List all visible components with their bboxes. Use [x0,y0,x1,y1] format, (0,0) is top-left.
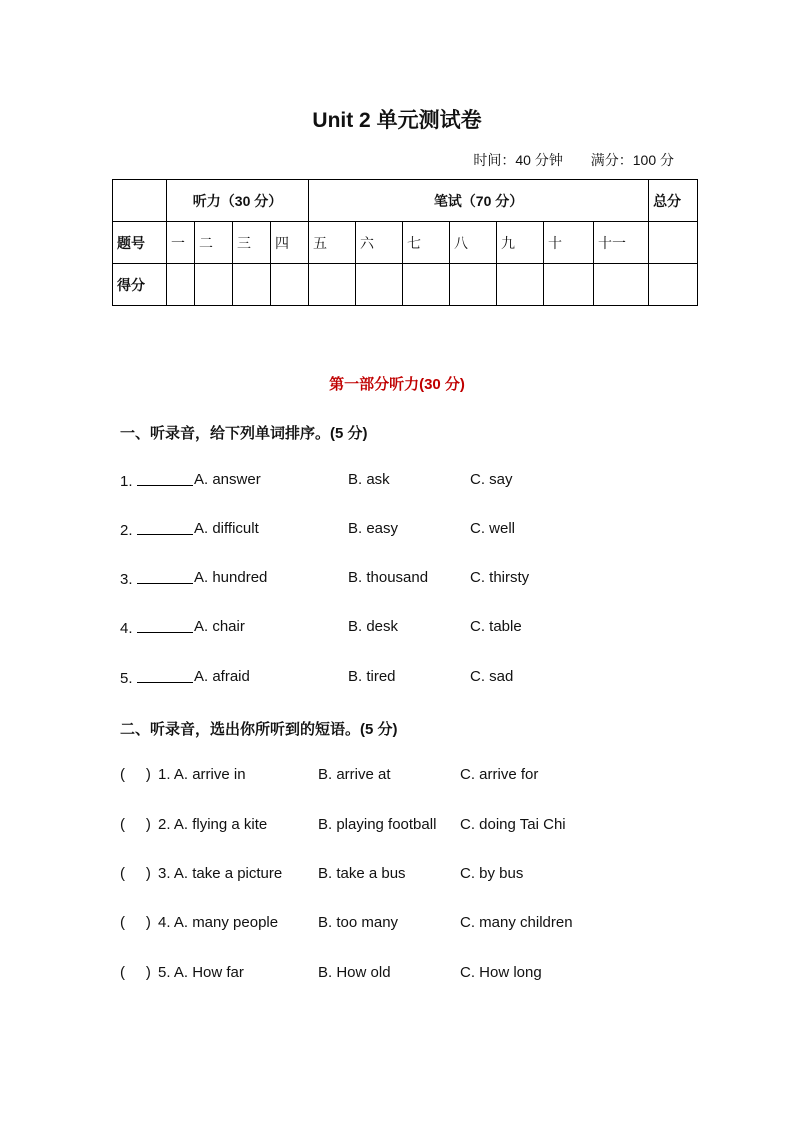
option-c: C. arrive for [460,766,539,783]
question-number: 四 [271,222,309,264]
option-a: 2. A. flying a kite [158,816,268,833]
option-a: 4. A. many people [158,914,279,931]
score-cell[interactable] [309,264,356,306]
q1-item [120,569,680,591]
answer-paren[interactable]: ( ) [120,865,151,882]
question-number: 十一 [594,222,649,264]
option-c: C. thirsty [470,569,530,586]
score-table-number-row [113,222,698,264]
question-number: 一 [167,222,195,264]
score-cell[interactable] [544,264,594,306]
page-title: Unit 2 单元测试卷 [312,109,482,132]
option-a: A. chair [194,618,245,635]
score-table-corner [113,180,167,222]
score-cell[interactable] [450,264,497,306]
score-cell[interactable] [403,264,450,306]
score-table-score-row [113,264,698,306]
option-b: B. tired [348,668,396,685]
option-a: A. difficult [194,520,259,537]
number-row-label: 题号 [113,222,167,264]
option-b: B. playing football [318,816,437,833]
score-table [112,179,698,306]
total-header: 总分 [649,180,698,222]
score-cell[interactable] [271,264,309,306]
answer-paren[interactable]: ( ) [120,766,151,783]
option-c: C. well [470,520,516,537]
question-number: 八 [450,222,497,264]
q2-item [120,816,680,838]
option-c: C. by bus [460,865,524,882]
q1-heading: 一、听录音，给下列单词排序。(5 分) [120,425,368,442]
option-b: B. How old [318,964,391,981]
option-b: B. take a bus [318,865,406,882]
option-a: A. answer [194,471,261,488]
option-c: C. How long [460,964,542,981]
question-number: 七 [403,222,450,264]
score-cell-total[interactable] [649,222,698,264]
option-b: B. easy [348,520,399,537]
q1-item [120,471,680,493]
writing-header: 笔试（70 分） [309,180,649,222]
answer-blank[interactable] [137,471,193,486]
option-b: B. too many [318,914,399,931]
time-limit: 时间：40 分钟 [473,152,563,168]
question-number: 九 [497,222,544,264]
item-number: 3. [120,569,193,588]
q2-item [120,766,680,788]
exam-meta [449,150,674,170]
option-b: B. desk [348,618,399,635]
answer-blank[interactable] [137,520,193,535]
answer-blank[interactable] [137,618,193,633]
option-b: B. ask [348,471,390,488]
score-table-header-row [113,180,698,222]
score-cell[interactable] [195,264,233,306]
option-a: 3. A. take a picture [158,865,283,882]
score-cell[interactable] [356,264,403,306]
question-number: 六 [356,222,403,264]
option-c: C. doing Tai Chi [460,816,566,833]
q1-item [120,668,680,690]
option-b: B. arrive at [318,766,391,783]
option-b: B. thousand [348,569,429,586]
option-a: 1. A. arrive in [158,766,246,783]
q2-item [120,865,680,887]
part1-title: 第一部分听力(30 分) [329,376,465,393]
score-cell[interactable] [649,264,698,306]
answer-paren[interactable]: ( ) [120,816,151,833]
q1-item [120,618,680,640]
listening-header: 听力（30 分） [167,180,309,222]
score-cell[interactable] [497,264,544,306]
q2-item [120,914,680,936]
item-number: 5. [120,668,193,687]
option-a: A. hundred [194,569,268,586]
score-cell[interactable] [233,264,271,306]
item-number: 2. [120,520,193,539]
answer-paren[interactable]: ( ) [120,964,151,981]
option-c: C. sad [470,668,514,685]
answer-blank[interactable] [137,569,193,584]
question-number: 二 [195,222,233,264]
option-a: 5. A. How far [158,964,244,981]
q2-heading: 二、听录音，选出你所听到的短语。(5 分) [120,721,398,738]
full-score: 满分：100 分 [590,152,674,168]
answer-blank[interactable] [137,668,193,683]
option-c: C. table [470,618,522,635]
item-number: 4. [120,618,193,637]
item-number: 1. [120,471,193,490]
score-cell[interactable] [594,264,649,306]
score-cell[interactable] [167,264,195,306]
score-row-label: 得分 [113,264,167,306]
option-c: C. say [470,471,513,488]
q2-item [120,964,680,986]
option-a: A. afraid [194,668,250,685]
answer-paren[interactable]: ( ) [120,914,151,931]
question-number: 十 [544,222,594,264]
q1-item [120,520,680,542]
question-number: 五 [309,222,356,264]
question-number: 三 [233,222,271,264]
option-c: C. many children [460,914,573,931]
